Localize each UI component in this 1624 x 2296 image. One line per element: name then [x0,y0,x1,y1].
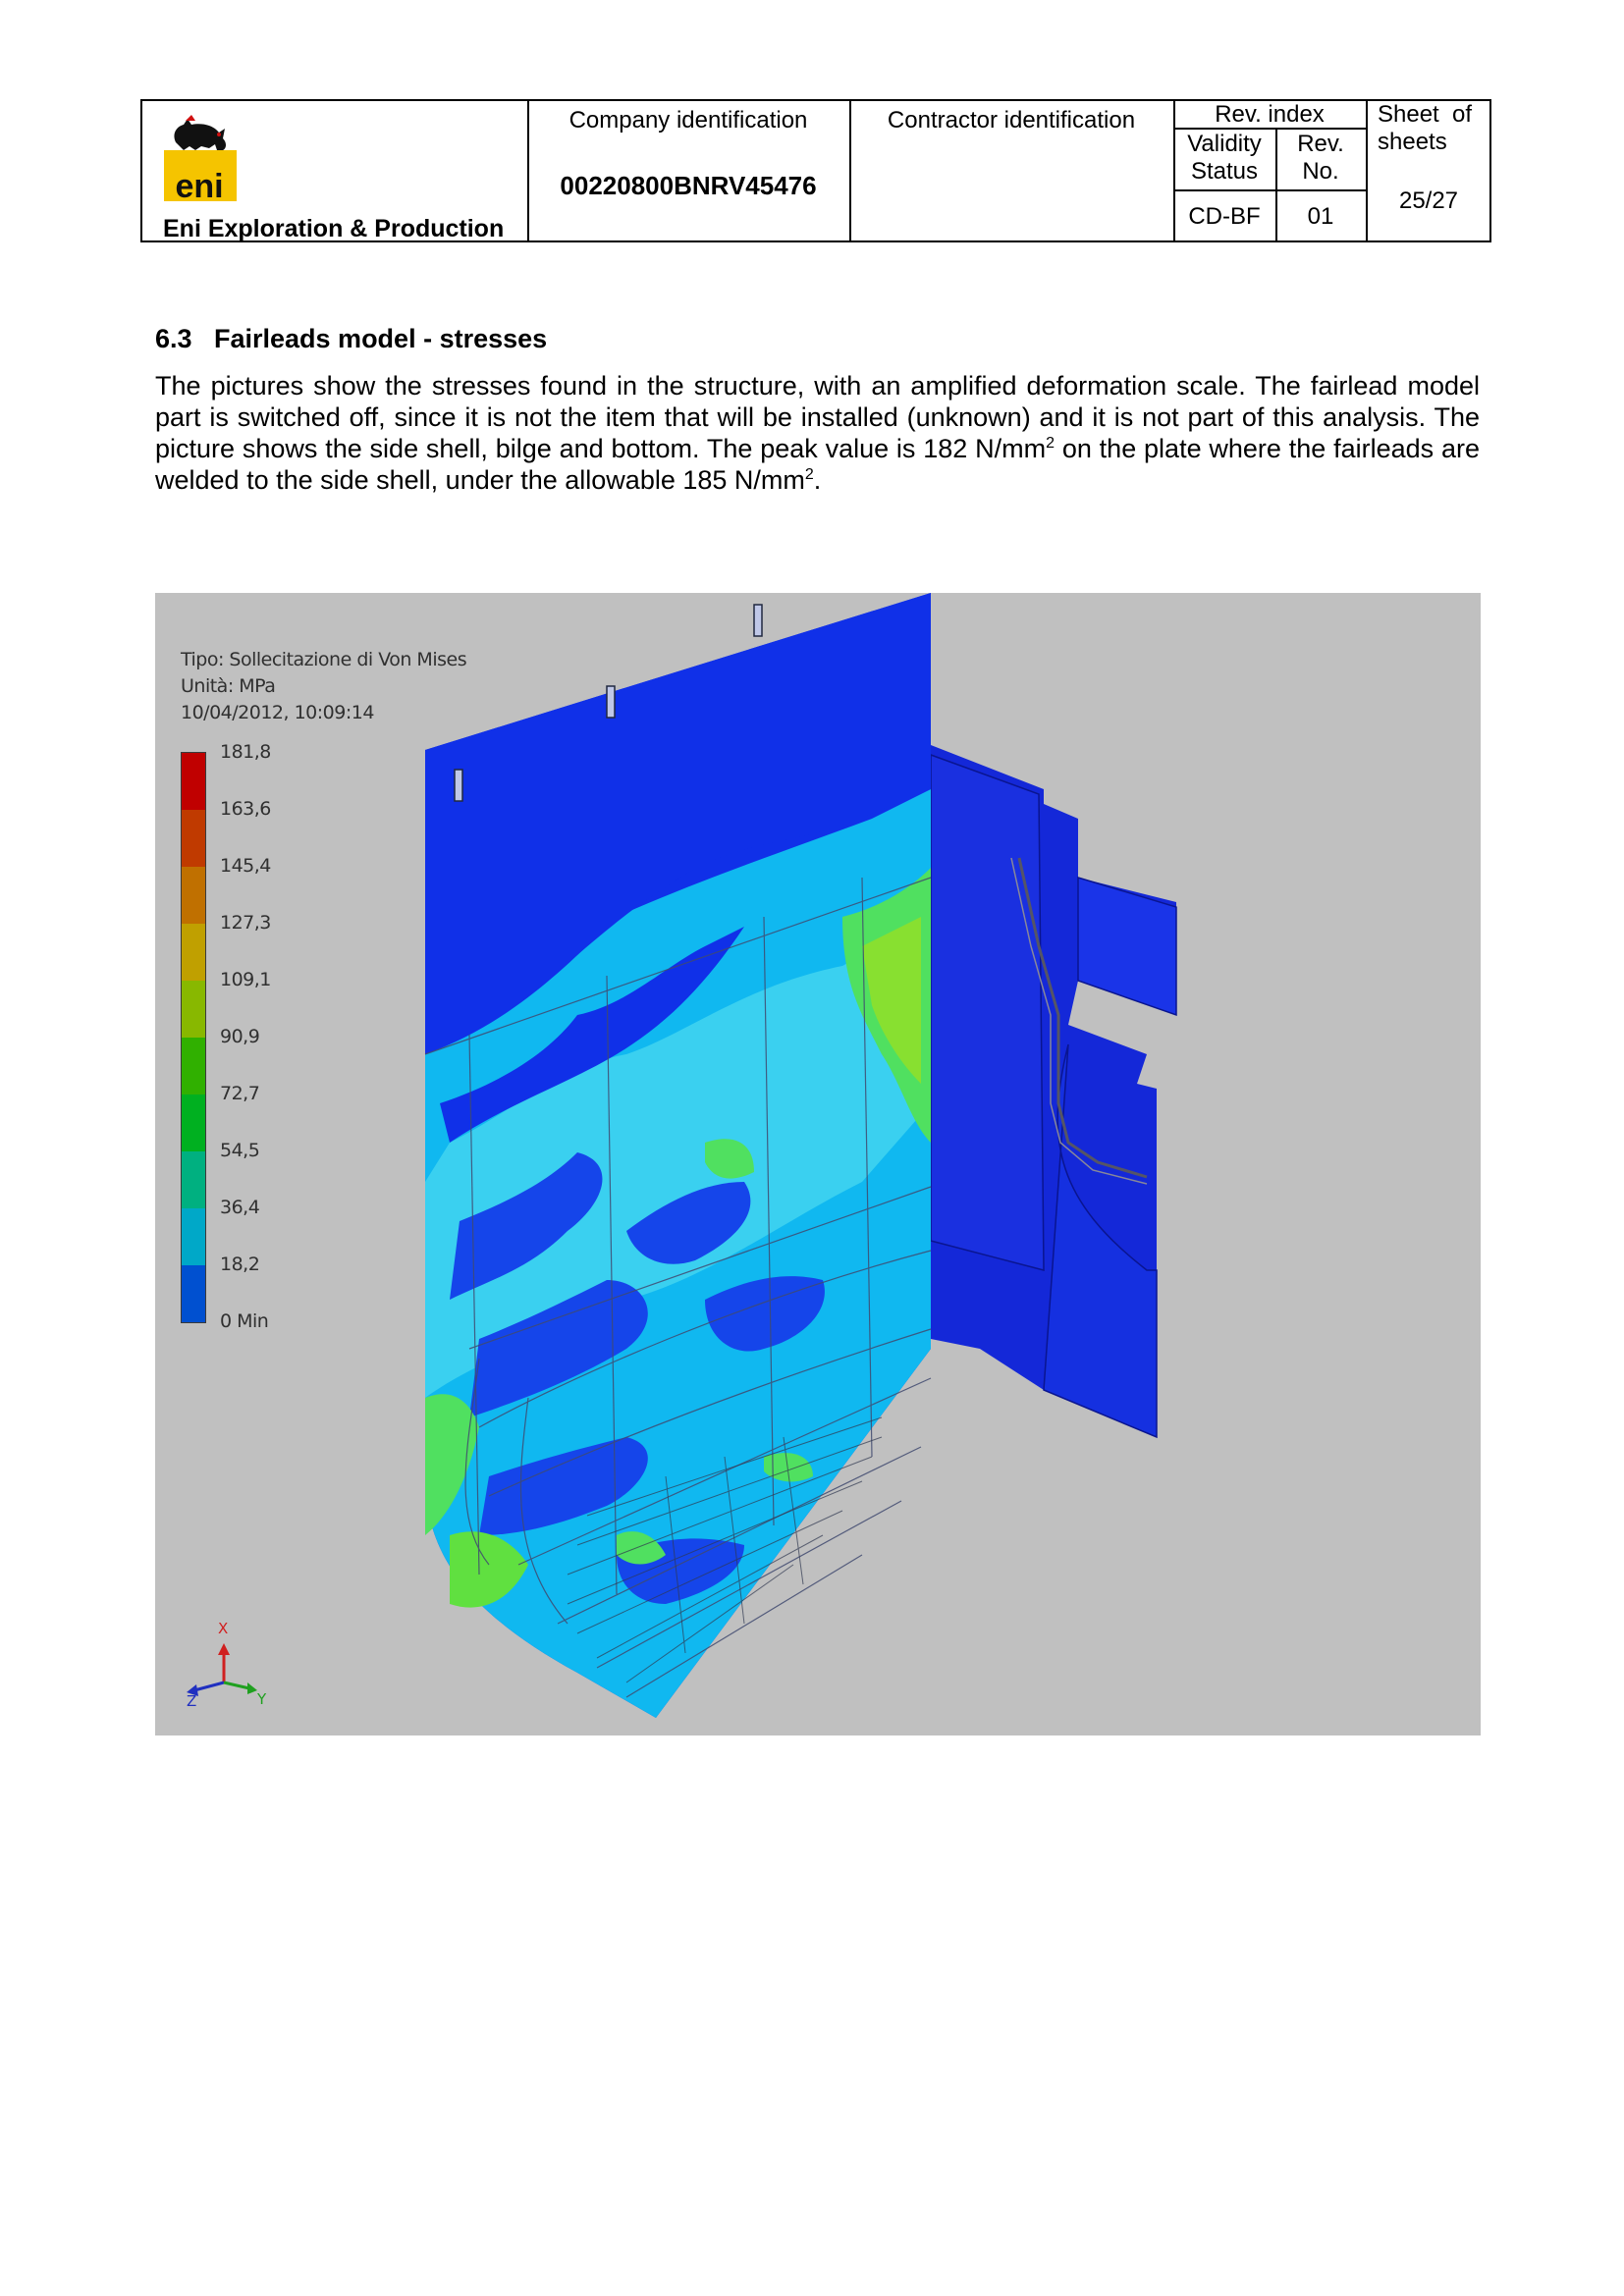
legend-band [182,1265,205,1322]
header-divider [1366,101,1368,240]
legend-date: 10/04/2012, 10:09:14 [181,702,374,723]
validity-value: CD-BF [1188,203,1261,230]
eni-logo-icon [162,113,241,203]
svg-text:Y: Y [257,1690,267,1708]
legend-band [182,810,205,867]
paragraph-text: on the plate where the fairleads are welded to the side shell, under the allowable 185 N/mm [155,434,1481,495]
legend-level-label: 36,4 [220,1197,260,1218]
body-paragraph [155,370,1480,496]
section-number: 6.3 [155,324,192,353]
svg-text:Z: Z [187,1692,197,1710]
section-title [155,324,547,354]
rev-label: Rev. [1297,131,1344,157]
superscript: 2 [1046,435,1056,452]
sheet-value: 25/27 [1398,187,1459,214]
legend-level-label: 145,4 [220,855,271,877]
fem-stress-figure [155,593,1481,1735]
legend-level-label: 127,3 [220,912,271,934]
rev-no-label: No. [1302,158,1339,185]
legend-level-label: 54,5 [220,1140,260,1161]
document-header [140,99,1491,242]
legend-color-bar [181,752,206,1323]
svg-text:eni: eni [175,168,224,203]
legend-level-label: 0 Min [220,1310,269,1332]
rev-index-label: Rev. index [1215,101,1325,128]
legend-level-label: 181,8 [220,741,271,763]
section-heading: Fairleads model - stresses [214,324,548,353]
rev-no-value: 01 [1307,203,1334,230]
legend-band [182,1151,205,1208]
paragraph-text: . [813,465,822,495]
svg-text:X: X [218,1620,229,1637]
fem-model-render [155,593,1481,1735]
paragraph-text: The pictures show the stresses found in the structure, with an amplified deformation scale. The fairlead model part is switched off, since it is not the item that will be installed (unknown) and it is not part of this analysis. The picture shows the side shell, bilge and bottom. The peak value is 182 N/mm [155,371,1480,463]
legend-type: Tipo: Sollecitazione di Von Mises [181,649,467,670]
header-divider [1173,189,1366,191]
legend-band [182,753,205,810]
axis-triad-icon [187,1620,267,1710]
superscript: 2 [804,466,814,483]
contractor-id-label: Contractor identification [887,107,1136,133]
legend-band [182,1208,205,1265]
company-id-label: Company identification [568,107,808,133]
validity-label: Validity [1187,131,1262,157]
status-label: Status [1190,158,1259,185]
legend-band [182,981,205,1038]
company-id-value: 00220800BNRV45476 [560,171,817,200]
company-name: Eni Exploration & Production [163,215,505,242]
legend-band [182,1095,205,1151]
legend-unit: Unità: MPa [181,675,276,697]
legend-band [182,924,205,981]
sheet-label: Sheet of [1378,101,1473,128]
sheets-label: sheets [1378,129,1447,155]
legend-level-label: 18,2 [220,1254,260,1275]
legend-level-label: 109,1 [220,969,271,990]
legend-level-label: 72,7 [220,1083,260,1104]
legend-level-label: 90,9 [220,1026,260,1047]
legend-level-label: 163,6 [220,798,271,820]
legend-band [182,1038,205,1095]
legend-band [182,867,205,924]
